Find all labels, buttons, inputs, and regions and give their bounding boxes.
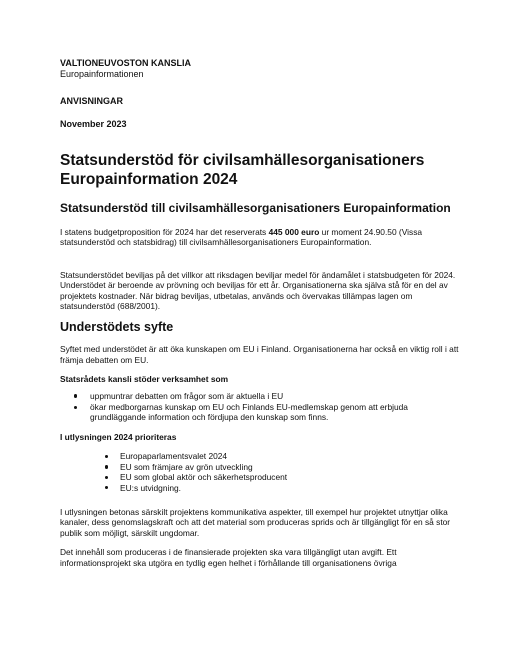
document-content (60, 58, 460, 568)
bullet-icon (74, 394, 77, 397)
list-item (60, 462, 460, 472)
list-item-text: EU som global aktör och säkerhetsproducent (120, 472, 288, 483)
budget-text-before: I statens budgetproposition för 2024 har det reserverats (60, 227, 269, 237)
support-lead: Statsrådets kansli stöder verksamhet som (60, 374, 229, 385)
budget-amount: 445 000 euro (268, 227, 320, 237)
list-item (60, 451, 460, 461)
list-item (60, 391, 460, 401)
conditions-paragraph: Statsunderstödet beviljas på det villkor att riksdagen beviljar medel för ändamålet i statsbudgeten för 2024. Understödet är beroende av prövning och beviljas för ett år. Organisationerna ska själva stå för en del av projektets kostnader. När bidrag beviljas, utbetalas, används och övervakas tillämpas lagen om statsunderstöd (688/2001). (60, 269, 456, 312)
list-item (60, 402, 460, 423)
budget-text-after: ur moment 24.90.50 (Vissa statsunderstöd och statsbidrag) till civilsamhällesorganisationers Europainformation. (60, 227, 423, 248)
bullet-icon (74, 406, 77, 409)
section-heading-syfte: Understödets syfte (60, 320, 174, 335)
communication-paragraph: I utlysningen betonas särskilt projektens kommunikativa aspekter, till exempel hur projektet utnyttjar olika kanaler, dess genomslagskraft och att det material som produceras sprids och är tillgängligt för en så stor publik som möjligt, särskilt ungdomar. (60, 506, 451, 538)
purpose-paragraph: Syftet med understödet är att öka kunskapen om EU i Finland. Organisationerna har också en viktig roll i att främja debatten om EU. (60, 344, 459, 365)
list-item-text: uppmuntrar debatten om frågor som är aktuella i EU (90, 390, 284, 401)
bullet-icon (105, 476, 108, 479)
bullet-icon (105, 455, 108, 458)
support-list (60, 391, 460, 423)
priorities-lead: I utlysningen 2024 prioriteras (60, 431, 177, 442)
organization-name: VALTIONEUVOSTON KANSLIA (60, 58, 192, 68)
priorities-list (60, 451, 460, 493)
section-heading-statsunderstod: Statsunderstöd till civilsamhällesorganisationers Europainformation (60, 201, 451, 215)
document-date: November 2023 (60, 119, 127, 129)
list-item (60, 483, 460, 493)
content-paragraph: Det innehåll som produceras i de finansierade projekten ska vara tillgängligt utan avgift. Ett informationsprojekt ska utgöra en tydlig egen helhet i förhållande till organisationens övriga (60, 547, 397, 568)
bullet-icon (105, 486, 108, 489)
list-item-text: Europaparlamentsvalet 2024 (120, 451, 228, 462)
list-item-text: EU som främjare av grön utveckling (120, 461, 253, 472)
budget-paragraph (60, 227, 460, 248)
bullet-icon (105, 465, 108, 468)
list-item-text: EU:s utvidgning. (120, 482, 181, 493)
document-type: ANVISNINGAR (60, 96, 124, 106)
department-name: Europainformationen (60, 69, 144, 79)
list-item-text: ökar medborgarnas kunskap om EU och Finlands EU-medlemskap genom att erbjuda grundläggande information och fördjupa den kunskap som finns. (90, 402, 408, 423)
list-item (60, 472, 460, 482)
document-title: Statsunderstöd för civilsamhällesorganisationers Europainformation 2024 (60, 152, 425, 188)
